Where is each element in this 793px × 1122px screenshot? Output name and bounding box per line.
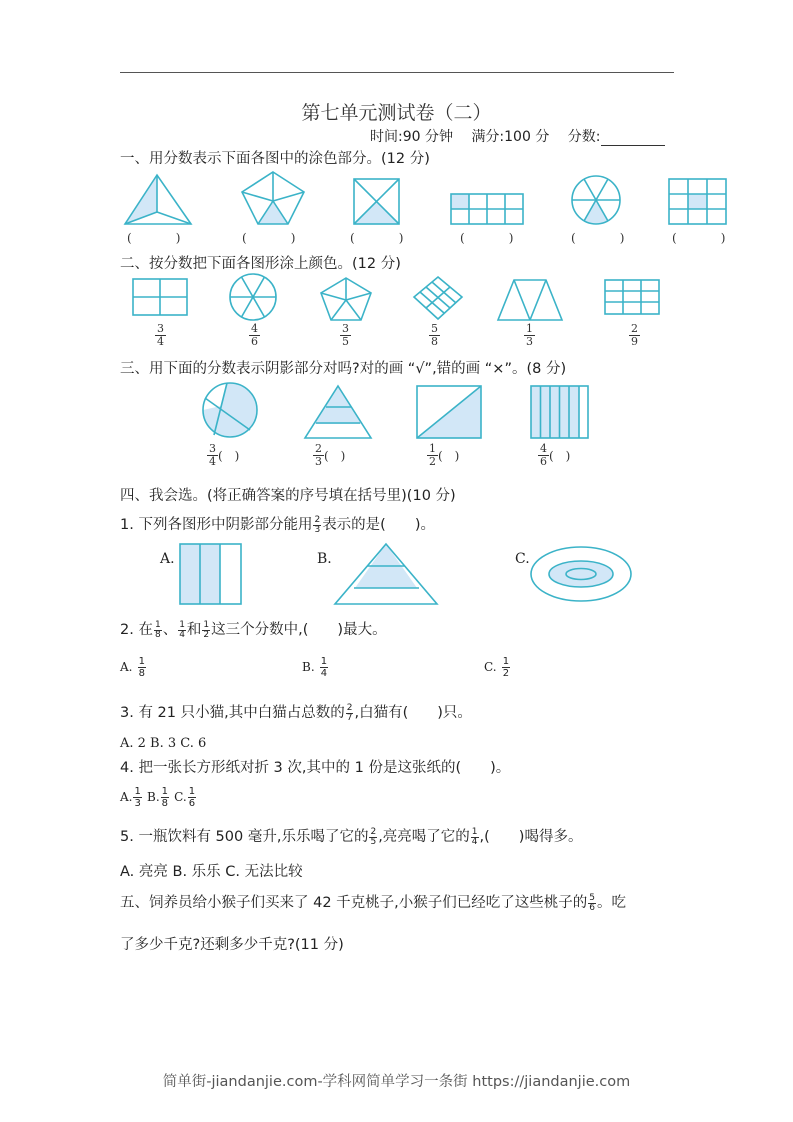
fraction-2-9: $\frac{2}{9}$ (631, 322, 638, 348)
fraction-4-6: $\frac{4}{6}$ (251, 322, 258, 348)
circle6-figure (572, 176, 620, 224)
pentagon-figure (242, 172, 304, 224)
fraction-3-5: $\frac{3}{5}$ (342, 322, 349, 348)
pentagon5-figure (321, 278, 371, 320)
judge-item-4[interactable]: $\frac{4}{6}$ ( ) (540, 442, 571, 468)
q5-text: 5. 一瓶饮料有 500 毫升,乐乐喝了它的 $\frac{2}{5}$ ,亮亮喝了它的 $\frac{1}{4}$ ,( )喝得多。 (120, 826, 583, 847)
option-c-ellipses-figure (531, 547, 631, 601)
section3-heading: 三、用下面的分数表示阴影部分对吗?对的画 “√”,错的画 “×”。(8 分) (120, 361, 567, 377)
score-blank[interactable] (601, 131, 665, 146)
q5-options[interactable]: A. 亮亮 B. 乐乐 C. 无法比较 (120, 864, 303, 880)
q4-text: 4. 把一张长方形纸对折 3 次,其中的 1 份是这张纸的( )。 (120, 760, 511, 776)
circle6-figure (230, 274, 276, 320)
q2-option-b[interactable]: B. $\frac{1}{4}$ (302, 656, 328, 679)
circle-check-figure (203, 383, 257, 437)
section1-heading: 一、用分数表示下面各图中的涂色部分。(12 分) (120, 151, 430, 167)
fraction-1-3: $\frac{1}{3}$ (526, 322, 533, 348)
judge-item-1[interactable]: $\frac{3}{4}$ ( ) (209, 442, 240, 468)
rect4-figure (133, 279, 187, 315)
strip-check-figure (531, 386, 588, 438)
q3-options[interactable]: A. 2 B. 3 C. 6 (120, 736, 207, 751)
section2-heading: 二、按分数把下面各图形涂上颜色。(12 分) (120, 256, 401, 272)
rhombus8-figure (414, 277, 462, 319)
answer-blank-5[interactable]: ( ) (571, 231, 625, 245)
full-score-label: 满分:100 分 (471, 129, 550, 145)
footer-watermark: 简单街-jiandanjie.com-学科网简单学习一条街 https://jiandanjie.com (162, 1074, 631, 1090)
q4-options[interactable]: A. $\frac{1}{3}$ B. $\frac{1}{8}$ C. $\frac{1}{6}$ (120, 786, 196, 809)
q3-text: 3. 有 21 只小猫,其中白猫占总数的 $\frac{2}{7}$ ,白猫有( )只。 (120, 702, 472, 723)
triangle-check-figure (305, 386, 371, 438)
q1-option-b-label[interactable]: B. (317, 551, 332, 567)
q2-text: 2. 在 $\frac{1}{8}$ 、 $\frac{1}{4}$ 和 $\frac{1}{2}$ 这三个分数中,( )最大。 (120, 619, 387, 640)
section5-line1: 五、饲养员给小猴子们买来了 42 千克桃子,小猴子们已经吃了这些桃子的 $\frac{5}{6}$ 。吃 (120, 892, 627, 913)
rect-check-figure (417, 386, 481, 438)
top-rule (120, 72, 674, 73)
answer-blank-4[interactable]: ( ) (460, 231, 514, 245)
section4-heading: 四、我会选。(将正确答案的序号填在括号里)(10 分) (120, 488, 456, 504)
triangle-figure (125, 175, 191, 224)
square-figure (354, 179, 399, 224)
section2-figures (115, 272, 675, 324)
fraction-3-4: $\frac{3}{4}$ (157, 322, 164, 348)
section3-figures (195, 380, 605, 442)
q2-option-a[interactable]: A. $\frac{1}{8}$ (120, 656, 145, 679)
grid9-figure (669, 179, 726, 224)
option-b-triangle-figure (335, 544, 437, 604)
exam-meta (370, 126, 679, 146)
trapezoid3-figure (498, 280, 562, 320)
rect8-figure (451, 194, 523, 224)
answer-blank-1[interactable]: ( ) (127, 231, 181, 245)
option-a-rect-figure (180, 544, 241, 604)
time-label: 时间:90 分钟 (370, 129, 453, 145)
q1-figures (170, 540, 640, 608)
q2-option-c[interactable]: C. $\frac{1}{2}$ (484, 656, 510, 679)
fraction-5-8: $\frac{5}{8}$ (431, 322, 438, 348)
q1-text: 1. 下列各图形中阴影部分能用 $\frac{2}{3}$ 表示的是( )。 (120, 514, 436, 535)
section5-line2: 了多少千克?还剩多少千克?(11 分) (120, 937, 344, 953)
q1-option-a-label[interactable]: A. (160, 551, 175, 567)
answer-blank-2[interactable]: ( ) (242, 231, 296, 245)
page-title: 第七单元测试卷（二） (301, 102, 492, 124)
q1-option-c-label[interactable]: C. (515, 551, 530, 567)
answer-blank-6[interactable]: ( ) (672, 231, 726, 245)
score-label: 分数: (568, 129, 679, 145)
judge-item-2[interactable]: $\frac{2}{3}$ ( ) (315, 442, 346, 468)
answer-blank-3[interactable]: ( ) (350, 231, 404, 245)
judge-item-3[interactable]: $\frac{1}{2}$ ( ) (429, 442, 460, 468)
grid9-figure (605, 280, 659, 314)
